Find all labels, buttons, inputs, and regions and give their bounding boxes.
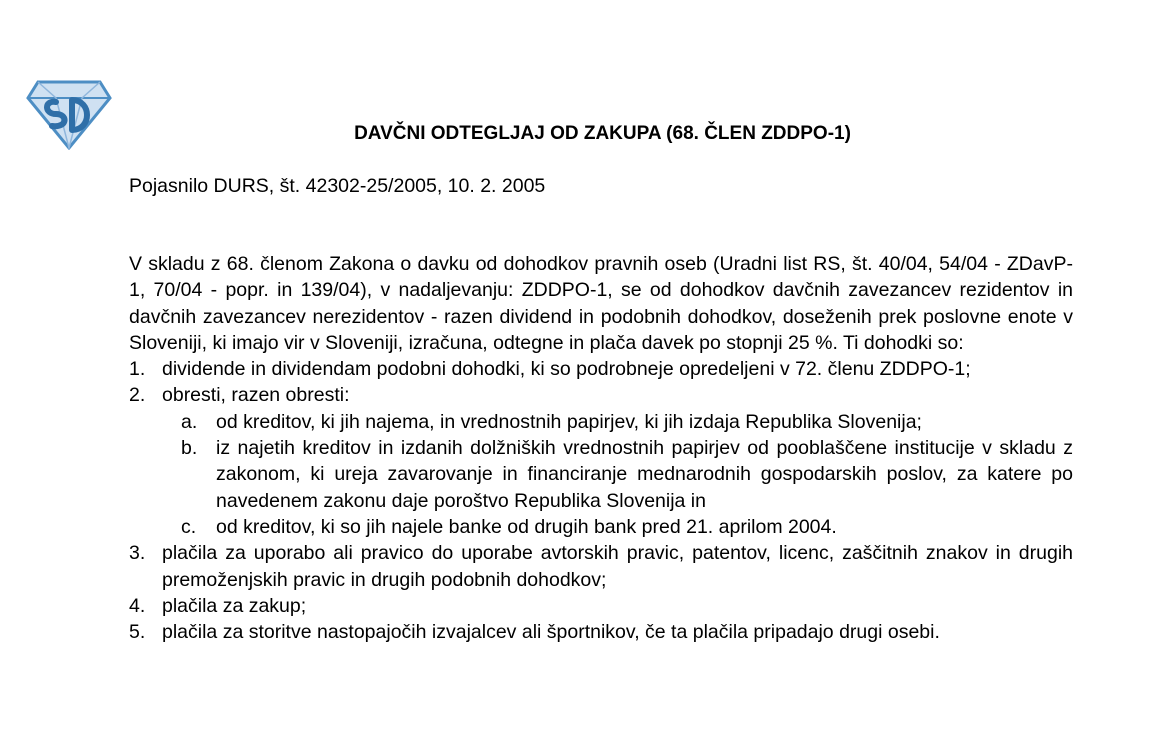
list-item-1 — [129, 356, 1073, 382]
list-number: 3. — [129, 542, 146, 565]
sublist-item-text: iz najetih kreditov in izdanih dolžniških vrednostnih papirjev od pooblaščene institucije v skladu z zakonom, ki ureja zavarovanje in financiranje mednarodnih gospodarskih poslov, za katere po navedenem zakonu daje poroštvo Republika Slovenija in — [216, 437, 1073, 512]
list-item-5 — [129, 619, 1073, 645]
list-item-3 — [129, 540, 1073, 593]
page-title: DAVČNI ODTEGLJAJ OD ZAKUPA (68. ČLEN ZDDPO-1) — [354, 123, 851, 144]
sublist-item-b — [129, 435, 1073, 514]
list-item-text: plačila za storitve nastopajočih izvajalcev ali športnikov, če ta plačila pripadajo drugi osebi. — [162, 621, 940, 644]
list-number: 1. — [129, 358, 146, 381]
sublist-item-text: od kreditov, ki so jih najele banke od drugih bank pred 21. aprilom 2004. — [216, 515, 837, 538]
sublist-letter: c. — [181, 515, 197, 538]
sublist-item-text: od kreditov, ki jih najema, in vrednostnih papirjev, ki jih izdaja Republika Slovenija; — [216, 410, 922, 433]
list-item-text: dividende in dividendam podobni dohodki, ki so podrobneje opredeljeni v 72. členu ZDDPO-1; — [162, 358, 971, 381]
list-number: 4. — [129, 594, 146, 617]
sublist-item-a — [129, 409, 1073, 435]
sublist-letter: a. — [181, 410, 198, 433]
list-number: 2. — [129, 384, 146, 407]
list-item-text: obresti, razen obresti: — [162, 384, 350, 407]
document-body — [129, 251, 1073, 645]
list-number: 5. — [129, 621, 146, 644]
intro-paragraph: V skladu z 68. členom Zakona o davku od dohodkov pravnih oseb (Uradni list RS, št. 40/04, 54/04 - ZDavP-1, 70/04 - popr. in 139/04), v nadaljevanju: ZDDPO-1, se od dohodkov davčnih zavezancev rezidentov in davčnih zavezancev nerezidentov - razen dividend in podobnih dohodkov, doseženih prek poslovne enote v Sloveniji, ki imajo vir v Sloveniji, izračuna, odtegne in plača davek po stopnji 25 %. Ti dohodki so: — [129, 253, 1073, 354]
sublist-letter: b. — [181, 437, 198, 460]
list-item-2 — [129, 382, 1073, 408]
document-reference: Pojasnilo DURS, št. 42302-25/2005, 10. 2. 2005 — [129, 175, 546, 197]
list-item-text: plačila za zakup; — [162, 594, 307, 617]
list-item-text: plačila za uporabo ali pravico do uporabe avtorskih pravic, patentov, licenc, zaščitnih znakov in drugih premoženjskih pravic in drugih podobnih dohodkov; — [162, 542, 1073, 591]
sublist-item-c — [129, 514, 1073, 540]
list-item-4 — [129, 593, 1073, 619]
